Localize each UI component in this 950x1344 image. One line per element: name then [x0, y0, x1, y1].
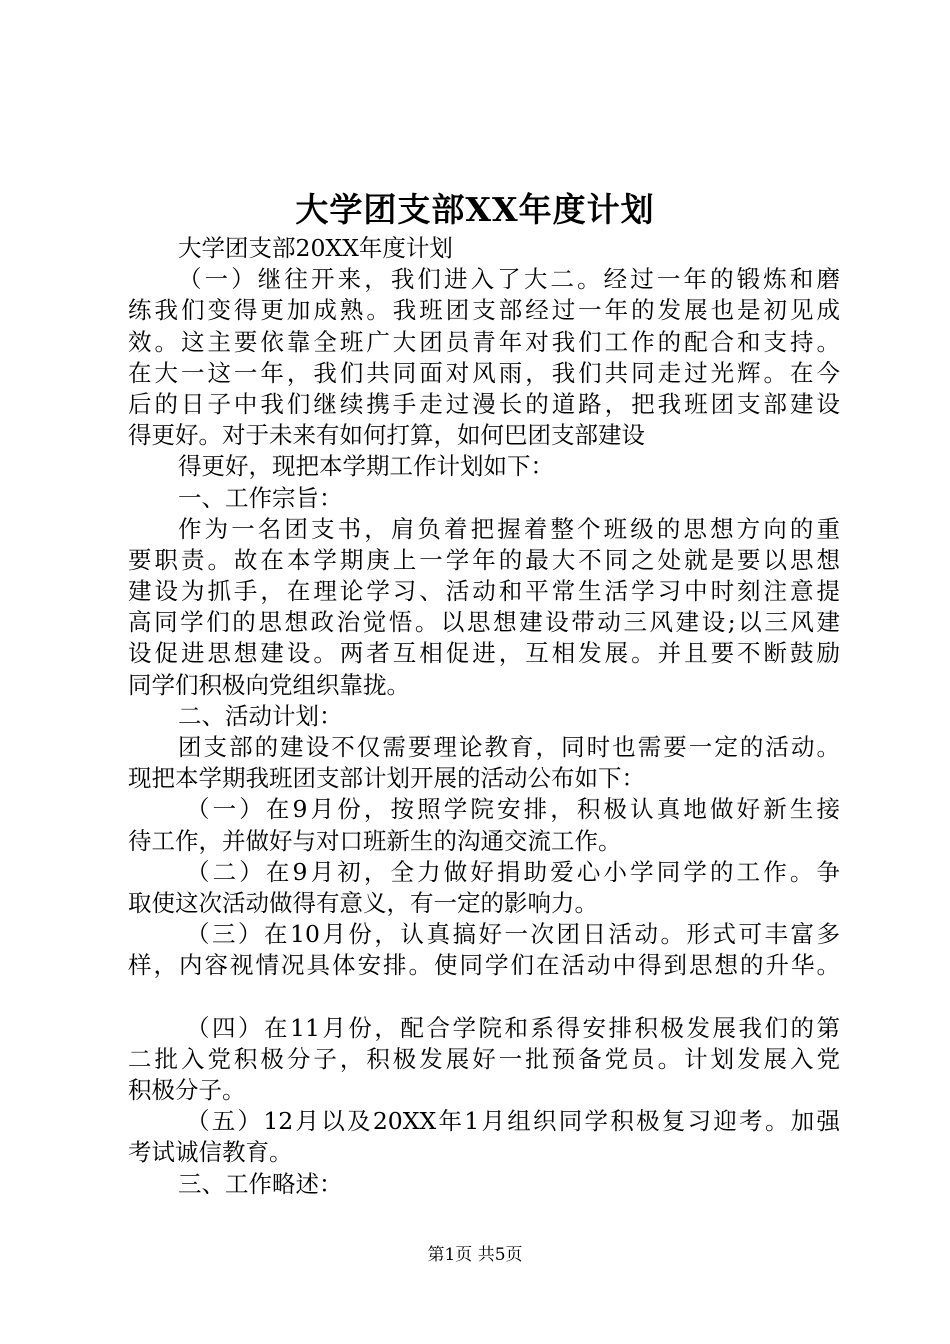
document-body — [128, 233, 840, 1200]
list-item-line: （三）在10月份，认真搞好一次团日活动。形式可丰富多 — [186, 920, 840, 949]
paragraph-line: 设促进思想建设。两者互相促进，互相发展。并且要不断鼓励 — [128, 639, 840, 668]
paragraph-line: 高同学们的思想政治觉悟。以思想建设带动三风建设;以三风建 — [128, 608, 840, 637]
blank-line — [128, 982, 840, 1013]
list-item-line: 二批入党积极分子，积极发展好一批预备党员。计划发展入党 — [128, 1044, 840, 1073]
paragraph-line: 效。这主要依靠全班广大团员青年对我们工作的配合和支持。 — [128, 327, 840, 356]
section-heading: 一、工作宗旨： — [178, 483, 343, 512]
paragraph-line: 建设为抓手，在理论学习、活动和平常生活学习中时刻注意提 — [128, 577, 840, 606]
paragraph-line: 得更好，现把本学期工作计划如下： — [178, 452, 554, 481]
list-item-line: 取使这次活动做得有意义，有一定的影响力。 — [128, 888, 598, 917]
section-heading: 三、工作略述： — [178, 1169, 343, 1198]
list-item-line: 积极分子。 — [128, 1076, 246, 1105]
paragraph-line: 练我们变得更加成熟。我班团支部经过一年的发展也是初见成 — [128, 296, 840, 325]
paragraph-line: 作为一名团支书，肩负着把握着整个班级的思想方向的重 — [178, 514, 840, 543]
list-item-line: 待工作，并做好与对口班新生的沟通交流工作。 — [128, 826, 622, 855]
list-item-line: 样，内容视情况具体安排。使同学们在活动中得到思想的升华。 — [128, 951, 840, 980]
paragraph-line: 得更好。对于未来有如何打算，如何巴团支部建设 — [128, 421, 645, 450]
list-item-line: 考试诚信教育。 — [128, 1138, 293, 1167]
list-item-line: （一）在9月份，按照学院安排，积极认真地做好新生接 — [186, 795, 840, 824]
paragraph-line: 要职责。故在本学期庚上一学年的最大不同之处就是要以思想 — [128, 545, 840, 574]
paragraph-line: 后的日子中我们继续携手走过漫长的道路，把我班团支部建设 — [128, 389, 840, 418]
paragraph-line: 同学们积极向党组织靠拢。 — [128, 670, 410, 699]
list-item-line: （二）在9月初，全力做好捐助爱心小学同学的工作。争 — [186, 857, 840, 886]
paragraph-line: 在大一这一年，我们共同面对风雨，我们共同走过光辉。在今 — [128, 358, 840, 387]
paragraph-line: 现把本学期我班团支部计划开展的活动公布如下： — [128, 764, 645, 793]
document-title: 大学团支部XX年度计划 — [295, 190, 655, 229]
list-item-line: （四）在11月份，配合学院和系得安排积极发展我们的第 — [186, 1013, 840, 1042]
list-item-line: （五）12月以及20XX年1月组织同学积极复习迎考。加强 — [186, 1107, 840, 1136]
section-heading: 二、活动计划： — [178, 701, 343, 730]
subtitle-line: 大学团支部20XX年度计划 — [178, 234, 453, 262]
paragraph-line: 团支部的建设不仅需要理论教育，同时也需要一定的活动。 — [178, 733, 840, 761]
paragraph-line: （一）继往开来，我们进入了大二。经过一年的锻炼和磨 — [178, 265, 840, 294]
page-number-footer: 第1页 共5页 — [427, 1245, 523, 1265]
